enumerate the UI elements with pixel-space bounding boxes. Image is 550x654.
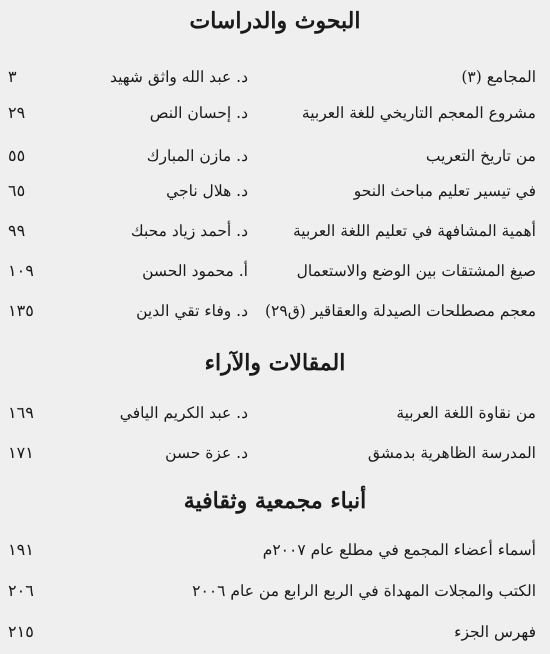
entry-page-number: ٣ [8, 67, 17, 86]
entry-author: د. هلال ناجي [166, 182, 248, 200]
entry-title: صيغ المشتقات بين الوضع والاستعمال [296, 262, 536, 280]
toc-entry [0, 619, 550, 645]
section-heading-articles: المقالات والآراء [204, 350, 346, 376]
toc-entry [0, 100, 550, 126]
entry-title: في تيسير تعليم مباحث النحو [353, 182, 536, 200]
entry-author: د. عبد الله واثق شهيد [109, 68, 248, 86]
toc-entry [0, 440, 550, 466]
entry-author: د. أحمد زياد محبك [130, 222, 248, 240]
toc-entry [0, 218, 550, 244]
toc-entry [0, 178, 550, 204]
toc-entry [0, 578, 550, 604]
toc-entry [0, 64, 550, 90]
section-heading-research: البحوث والدراسات [189, 8, 361, 34]
toc-entry [0, 537, 550, 563]
entry-title: أسماء أعضاء المجمع في مطلع عام ٢٠٠٧م [262, 541, 536, 559]
toc-entry [0, 298, 550, 324]
entry-author: أ. محمود الحسن [142, 262, 248, 280]
entry-author: د. مازن المبارك [146, 147, 248, 165]
entry-title: المجامع (٣) [461, 68, 536, 86]
entry-title: الكتب والمجلات المهداة في الربع الرابع من عام ٢٠٠٦ [192, 582, 536, 600]
toc-entry [0, 143, 550, 169]
entry-page-number: ٦٥ [8, 181, 26, 200]
entry-page-number: ٩٩ [8, 221, 26, 240]
entry-author: د. عبد الكريم اليافي [119, 404, 248, 422]
toc-entry [0, 400, 550, 426]
entry-page-number: ١٣٥ [8, 301, 34, 320]
entry-title: المدرسة الظاهرية بدمشق [367, 444, 536, 462]
entry-title: فهرس الجزء [454, 623, 536, 641]
entry-page-number: ٢٩ [8, 103, 26, 122]
section-heading-news: أنباء مجمعية وثقافية [183, 488, 367, 514]
entry-page-number: ١٠٩ [8, 261, 34, 280]
entry-title: من نقاوة اللغة العربية [396, 404, 536, 422]
entry-title: أهمية المشافهة في تعليم اللغة العربية [292, 222, 536, 240]
entry-title: مشروع المعجم التاريخي للغة العربية [301, 104, 536, 122]
entry-page-number: ٢٠٦ [8, 581, 34, 600]
entry-page-number: ١٩١ [8, 540, 34, 559]
entry-page-number: ١٧١ [8, 443, 34, 462]
entry-page-number: ٢١٥ [8, 622, 34, 641]
entry-title: معجم مصطلحات الصيدلة والعقاقير (ق٢٩) [264, 302, 536, 320]
entry-page-number: ١٦٩ [8, 403, 34, 422]
entry-page-number: ٥٥ [8, 146, 26, 165]
entry-author: د. عزة حسن [165, 444, 248, 462]
toc-entry [0, 258, 550, 284]
entry-author: د. وفاء تقي الدين [136, 302, 248, 320]
entry-author: د. إحسان النص [149, 104, 248, 122]
entry-title: من تاريخ التعريب [425, 147, 536, 165]
